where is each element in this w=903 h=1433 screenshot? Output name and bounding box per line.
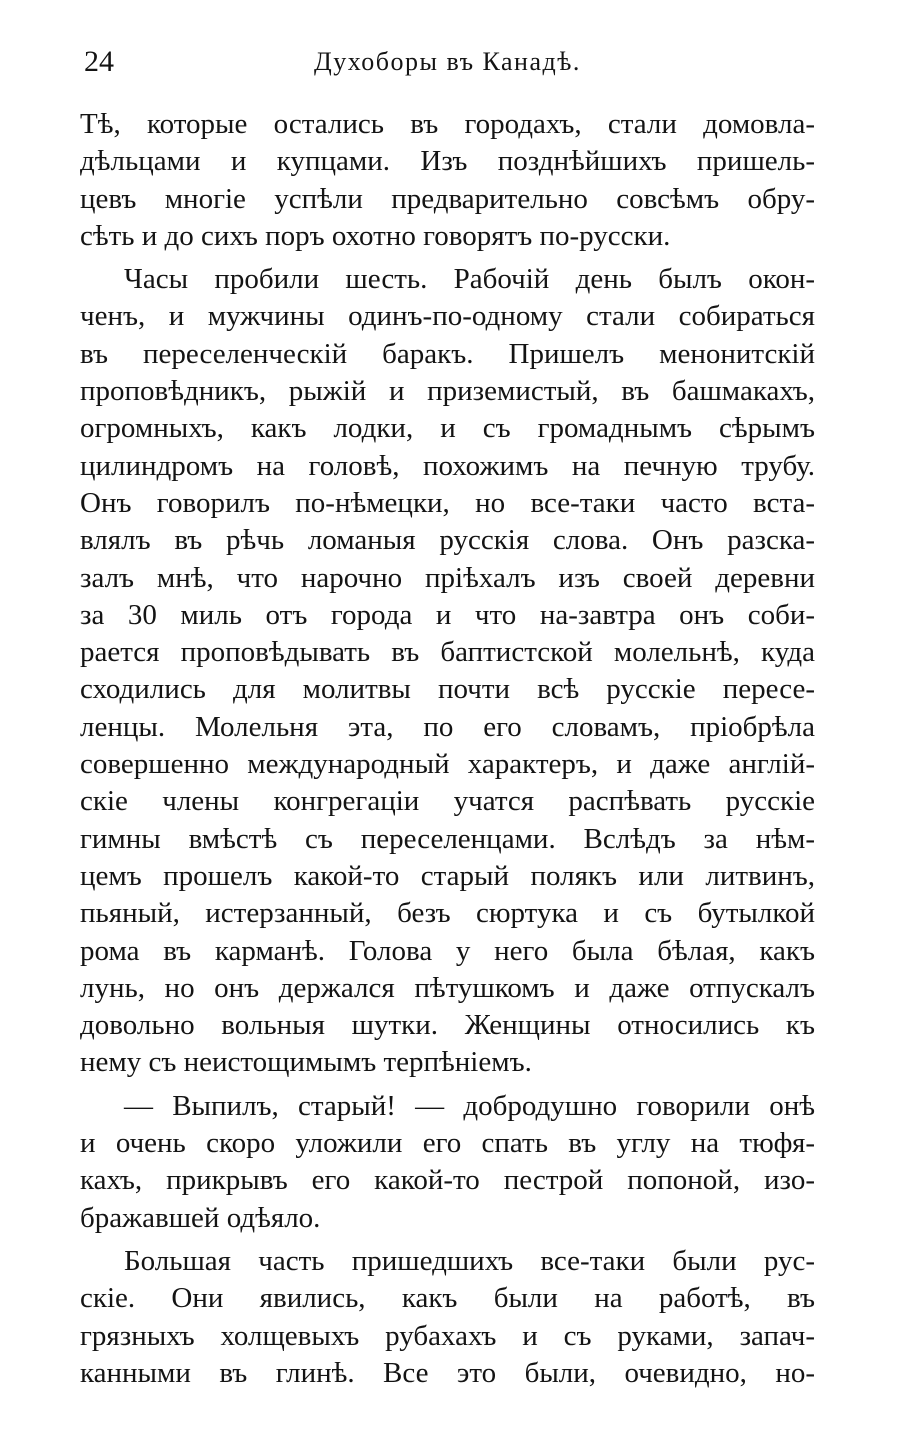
text-line: цевъ многіе успѣли предварительно совсѣмъ обру- bbox=[80, 182, 815, 215]
text-line: грязныхъ холщевыхъ рубахахъ и съ руками, запач- bbox=[80, 1319, 815, 1352]
text-line: нему съ неистощимымъ терпѣніемъ. bbox=[80, 1046, 532, 1079]
text-line: влялъ въ рѣчь ломаныя русскія слова. Онъ разска- bbox=[80, 524, 815, 557]
running-title: Духоборы въ Канадѣ. bbox=[314, 47, 581, 76]
text-line: за 30 миль отъ города и что на-завтра онъ соби- bbox=[80, 598, 815, 631]
page-header bbox=[84, 42, 814, 82]
paragraph bbox=[80, 1243, 815, 1392]
text-line: Тѣ, которые остались въ городахъ, стали домовла- bbox=[80, 108, 815, 140]
text-line: ченъ, и мужчины одинъ-по-одному стали собираться bbox=[80, 300, 815, 333]
text-line: огромныхъ, какъ лодки, и съ громаднымъ сѣрымъ bbox=[80, 412, 815, 445]
text-line: скіе. Они явились, какъ были на работѣ, въ bbox=[80, 1282, 815, 1315]
text-line: гимны вмѣстѣ съ переселенцами. Вслѣдъ за нѣм- bbox=[80, 822, 815, 855]
text-line: — Выпилъ, старый! — добродушно говорили онѣ bbox=[124, 1089, 815, 1122]
text-line: скіе члены конгрегаціи учатся распѣвать русскіе bbox=[80, 785, 815, 818]
text-line: ленцы. Молельня эта, по его словамъ, пріобрѣла bbox=[80, 710, 815, 743]
paragraph bbox=[80, 1088, 815, 1237]
text-line: рается проповѣдывать въ баптистской молельнѣ, куда bbox=[80, 636, 815, 669]
paragraph bbox=[80, 106, 815, 255]
paragraph bbox=[80, 261, 815, 1082]
body-text bbox=[80, 106, 815, 1392]
page-number: 24 bbox=[84, 45, 114, 78]
text-line: въ переселенческій баракъ. Пришелъ менонитскій bbox=[80, 337, 815, 370]
text-line: Онъ говорилъ по-нѣмецки, но все-таки часто вста- bbox=[80, 486, 815, 519]
text-line: проповѣдникъ, рыжій и приземистый, въ башмакахъ, bbox=[80, 375, 815, 408]
text-line: цилиндромъ на головѣ, похожимъ на печную трубу. bbox=[80, 449, 815, 482]
text-line: пьяный, истерзанный, безъ сюртука и съ бутылкой bbox=[80, 897, 815, 930]
text-line: рома въ карманѣ. Голова у него была бѣлая, какъ bbox=[80, 934, 815, 967]
text-line: кахъ, прикрывъ его какой-то пестрой попоной, изо- bbox=[80, 1164, 815, 1197]
text-line: лунь, но онъ держался пѣтушкомъ и даже отпускалъ bbox=[80, 971, 815, 1004]
text-line: бражавшей одѣяло. bbox=[80, 1201, 321, 1234]
text-line: довольно вольныя шутки. Женщины относились къ bbox=[80, 1009, 815, 1042]
text-line: сходились для молитвы почти всѣ русскіе пересе- bbox=[80, 673, 815, 706]
text-line: цемъ прошелъ какой-то старый полякъ или литвинъ, bbox=[80, 859, 815, 892]
text-line: залъ мнѣ, что нарочно пріѣхалъ изъ своей деревни bbox=[80, 561, 815, 594]
text-line: дѣльцами и купцами. Изъ позднѣйшихъ пришель- bbox=[80, 145, 815, 178]
text-line: Большая часть пришедшихъ все-таки были рус- bbox=[124, 1244, 815, 1277]
text-line: и очень скоро уложили его спать въ углу на тюфя- bbox=[80, 1127, 815, 1160]
text-line: Часы пробили шесть. Рабочій день былъ окон- bbox=[124, 263, 815, 296]
text-line: сѣть и до сихъ поръ охотно говорятъ по-русски. bbox=[80, 219, 671, 252]
text-line: совершенно международный характеръ, и даже англій- bbox=[80, 748, 815, 781]
text-line: канными въ глинѣ. Все это были, очевидно, но- bbox=[80, 1356, 815, 1389]
